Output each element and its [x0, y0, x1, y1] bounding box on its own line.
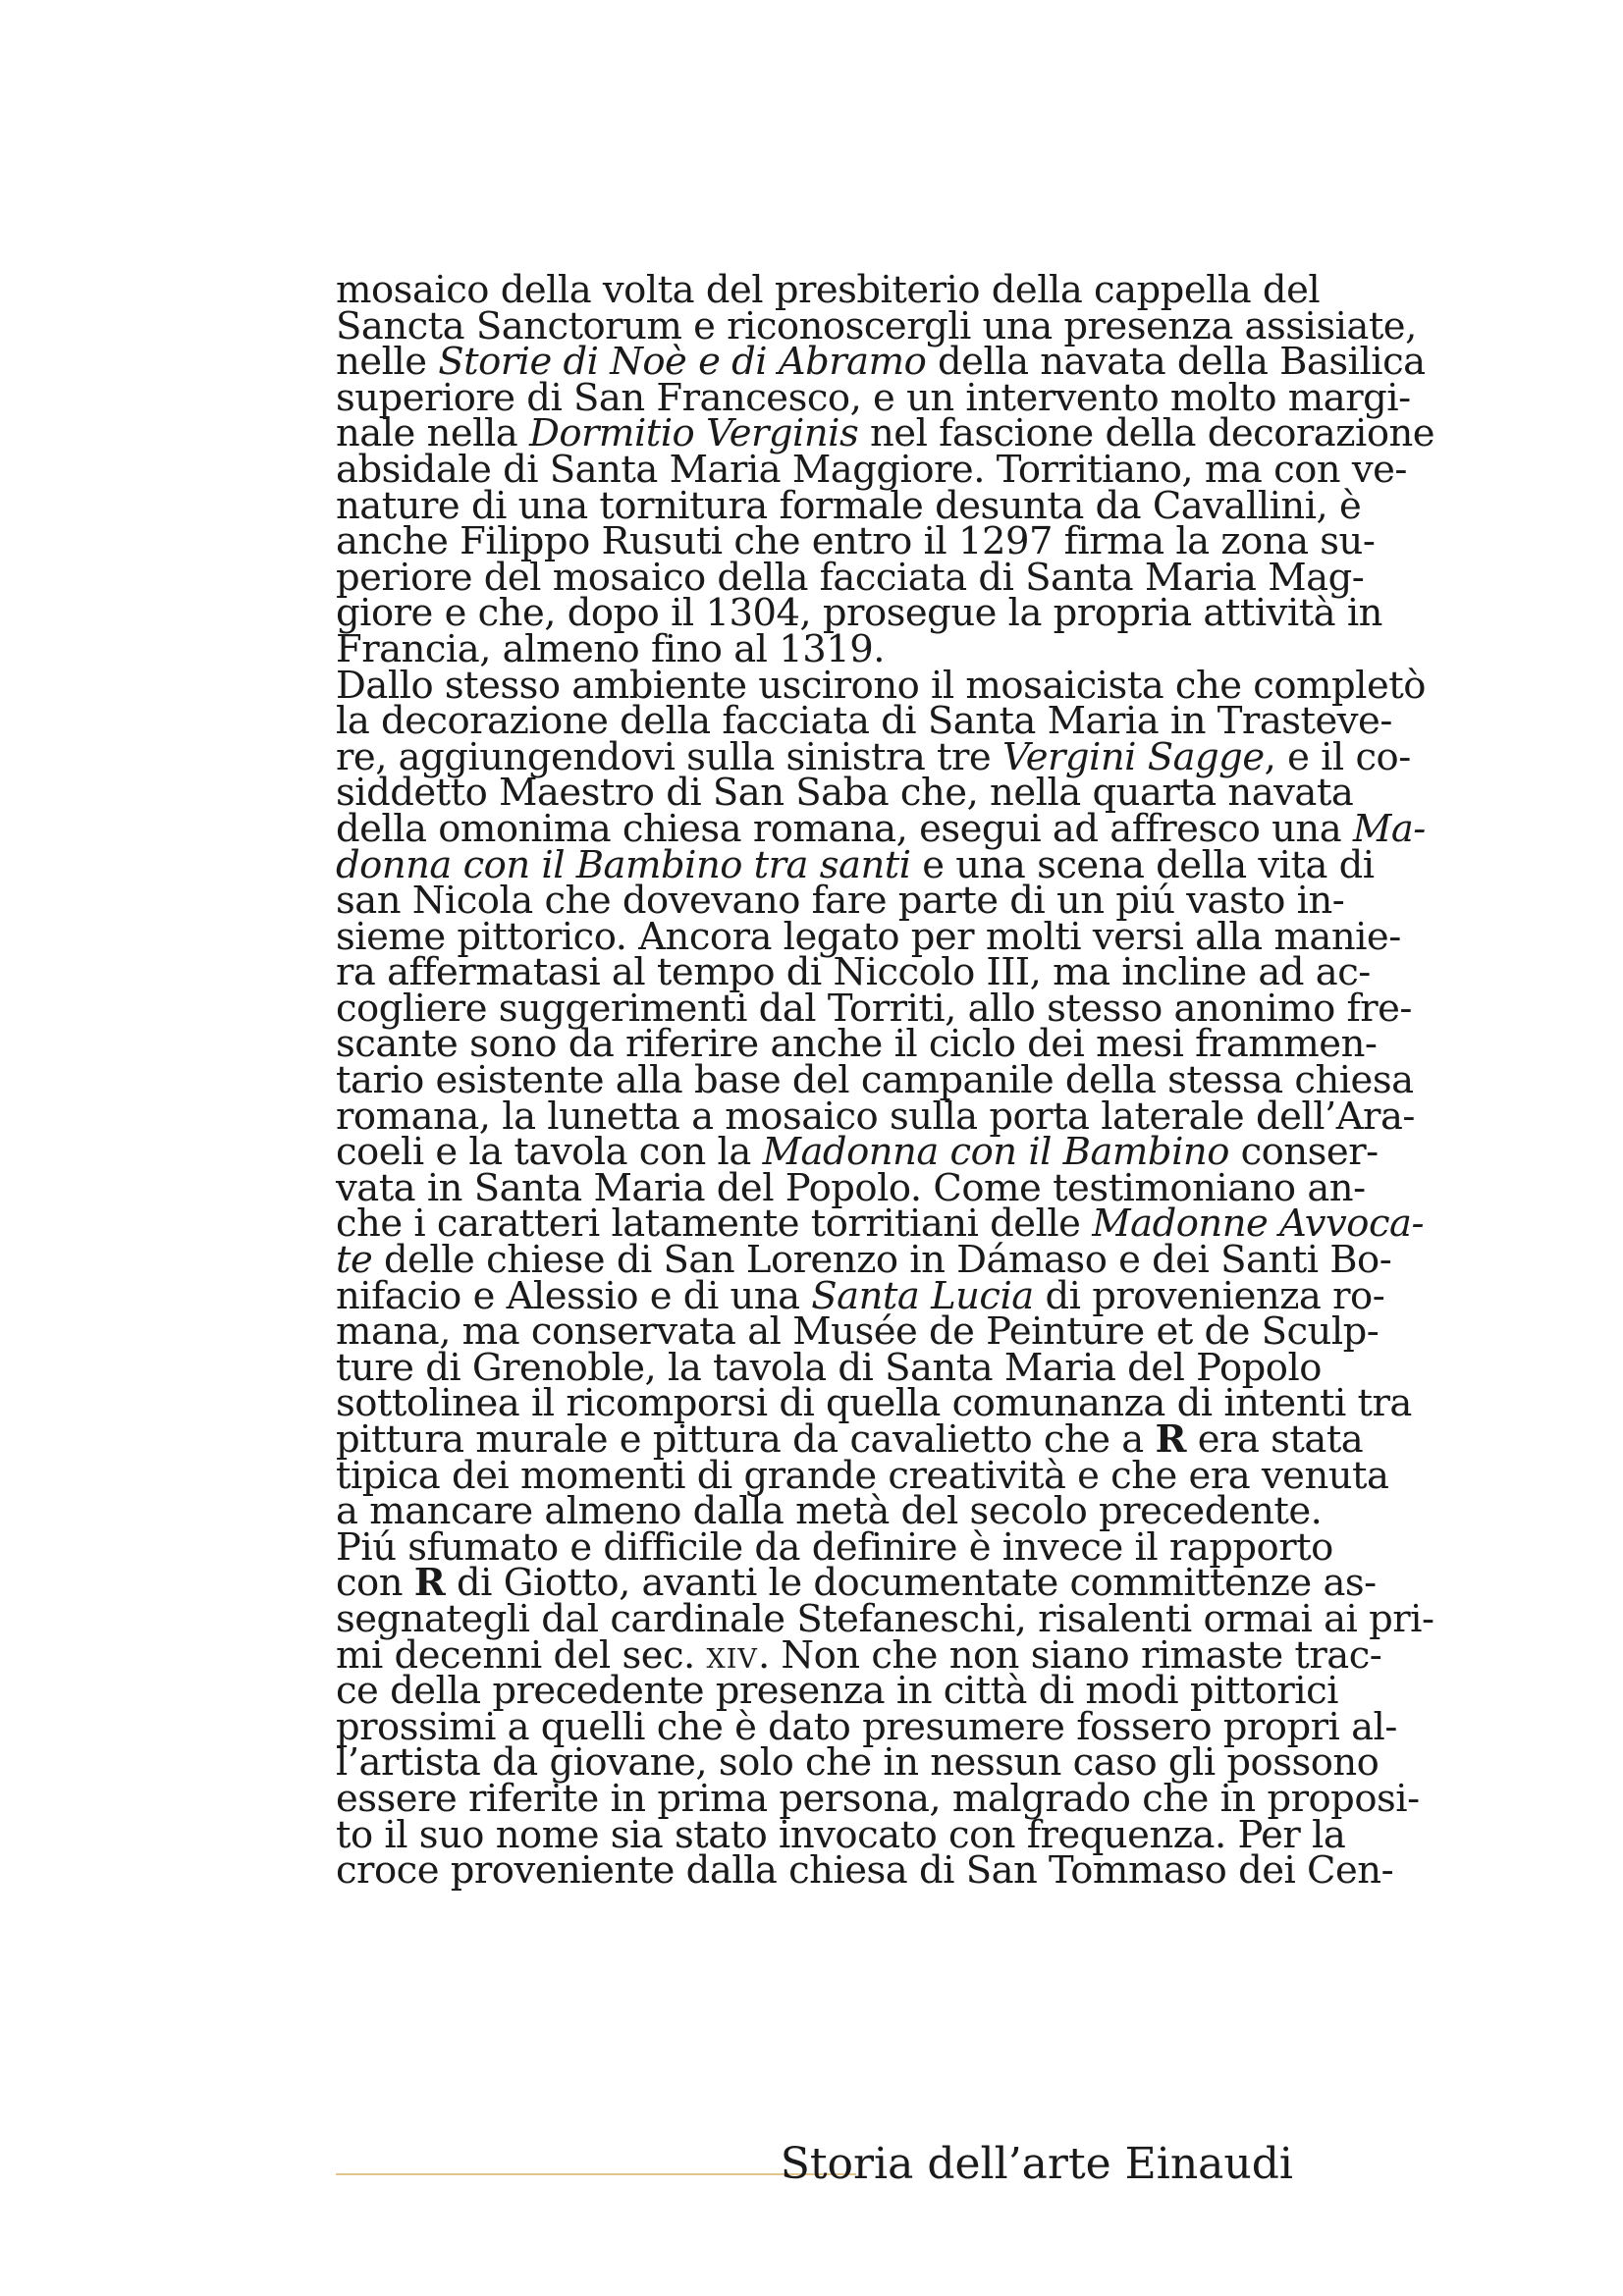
- text-run: a mancare almeno dalla metà del secolo precedente.: [336, 1489, 1323, 1534]
- text-run: nature di una tornitura formale desunta da Cavallini, è: [336, 483, 1362, 528]
- text-run: giore e che, dopo il 1304, prosegue la propria attività in: [336, 591, 1382, 636]
- text-run: tipica dei momenti di grande creatività e che era venuta: [336, 1453, 1389, 1498]
- text-run: nelle: [336, 340, 439, 385]
- italic-title: Madonne Avvoca-: [1092, 1201, 1424, 1247]
- text-run: mi decenni del sec.: [336, 1632, 707, 1678]
- text-run: . Non che non siano rimaste trac-: [757, 1632, 1382, 1678]
- text-run: ture di Grenoble, la tavola di Santa Maria del Popolo: [336, 1345, 1322, 1390]
- text-run: ce della precedente presenza in città di modi pittorici: [336, 1669, 1338, 1714]
- text-run: segnategli dal cardinale Stefaneschi, risalenti ormai ai pri-: [336, 1596, 1434, 1641]
- text-run: sottolinea il ricomporsi di quella comunanza di intenti tra: [336, 1381, 1412, 1426]
- text-run: tario esistente alla base del campanile della stessa chiesa: [336, 1058, 1414, 1103]
- text-run: nifacio e Alessio e di una: [336, 1273, 812, 1318]
- text-run: superiore di San Francesco, e un intervento molto margi-: [336, 375, 1411, 420]
- text-run: la decorazione della facciata di Santa Maria in Trasteve-: [336, 699, 1392, 744]
- italic-title: Vergini Sagge: [1001, 734, 1265, 779]
- text-run: di Giotto, avanti le documentate committenze as-: [445, 1561, 1377, 1606]
- text-run: e una scena della vita di: [910, 842, 1375, 887]
- italic-title: Santa Lucia: [811, 1273, 1034, 1318]
- text-run: re, aggiungendovi sulla sinistra tre: [336, 734, 1002, 779]
- text-run: che i caratteri latamente torritiani delle: [336, 1201, 1093, 1247]
- text-run: mana, ma conservata al Musée de Peinture et de Sculp-: [336, 1309, 1380, 1355]
- text-line: [336, 1848, 1394, 1894]
- text-run: della omonima chiesa romana, esegui ad affresco una: [336, 806, 1353, 851]
- text-run: ra affermatasi al tempo di Niccolo III, ma incline ad ac-: [336, 950, 1371, 995]
- text-run: Francia, almeno fino al 1319.: [336, 626, 885, 671]
- text-run: essere riferite in prima persona, malgrado che in proposi-: [336, 1776, 1420, 1821]
- text-run: Piú sfumato e difficile da definire è invece il rapporto: [336, 1524, 1333, 1570]
- text-run: pittura murale e pittura da cavalietto che a: [336, 1417, 1156, 1462]
- text-run: con: [336, 1561, 414, 1606]
- text-run: to il suo nome sia stato invocato con frequenza. Per la: [336, 1812, 1346, 1857]
- text-run: , e il co-: [1264, 734, 1411, 779]
- text-run: scante sono da riferire anche il ciclo dei mesi frammen-: [336, 1022, 1378, 1067]
- text-run: anche Filippo Rusuti che entro il 1297 firma la zona su-: [336, 519, 1376, 564]
- text-run: l’artista da giovane, solo che in nessun caso gli possono: [336, 1740, 1380, 1786]
- text-run: absidale di Santa Maria Maggiore. Torritiano, ma con ve-: [336, 447, 1407, 492]
- text-run: romana, la lunetta a mosaico sulla porta laterale dell’Ara-: [336, 1094, 1415, 1139]
- italic-title: Ma-: [1352, 806, 1426, 851]
- italic-title: te: [336, 1238, 373, 1283]
- footer-title: Storia dell’arte Einaudi: [780, 2139, 1293, 2189]
- bold-mark: R: [413, 1561, 446, 1606]
- text-run: siddetto Maestro di San Saba che, nella quarta navata: [336, 771, 1354, 816]
- text-run: Dallo stesso ambiente uscirono il mosaicista che completò: [336, 663, 1426, 708]
- italic-title: donna con il Bambino tra santi: [336, 842, 911, 887]
- text-run: delle chiese di San Lorenzo in Dámaso e dei Santi Bo-: [372, 1238, 1392, 1283]
- text-run: Sancta Sanctorum e riconoscergli una presenza assisiate,: [336, 303, 1417, 348]
- text-run: cogliere suggerimenti dal Torriti, allo stesso anonimo fre-: [336, 986, 1412, 1031]
- text-run: xiv: [706, 1632, 758, 1678]
- italic-title: Storie di Noè e di Abramo: [438, 340, 927, 385]
- text-run: era stata: [1186, 1417, 1364, 1462]
- text-run: sieme pittorico. Ancora legato per molti versi alla manie-: [336, 914, 1401, 959]
- text-run: periore del mosaico della facciata di Santa Maria Mag-: [336, 555, 1365, 600]
- body-text: [336, 268, 1435, 1894]
- text-run: della navata della Basilica: [926, 340, 1426, 385]
- footer-rule: [336, 2173, 856, 2175]
- text-run: mosaico della volta del presbiterio della cappella del: [336, 268, 1321, 312]
- italic-title: Dormitio Verginis: [528, 411, 859, 456]
- text-run: croce proveniente dalla chiesa di San Tommaso dei Cen-: [336, 1848, 1394, 1894]
- text-run: di provenienza ro-: [1033, 1273, 1385, 1318]
- text-run: conser-: [1228, 1130, 1379, 1175]
- bold-mark: R: [1155, 1417, 1187, 1462]
- text-run: nel fascione della decorazione: [858, 411, 1435, 456]
- text-run: prossimi a quelli che è dato presumere fossero propri al-: [336, 1704, 1397, 1749]
- text-run: vata in Santa Maria del Popolo. Come testimoniano an-: [336, 1165, 1366, 1210]
- italic-title: Madonna con il Bambino: [762, 1130, 1229, 1175]
- text-run: coeli e la tavola con la: [336, 1130, 763, 1175]
- text-run: nale nella: [336, 411, 529, 456]
- text-run: san Nicola che dovevano fare parte di un piú vasto in-: [336, 879, 1345, 924]
